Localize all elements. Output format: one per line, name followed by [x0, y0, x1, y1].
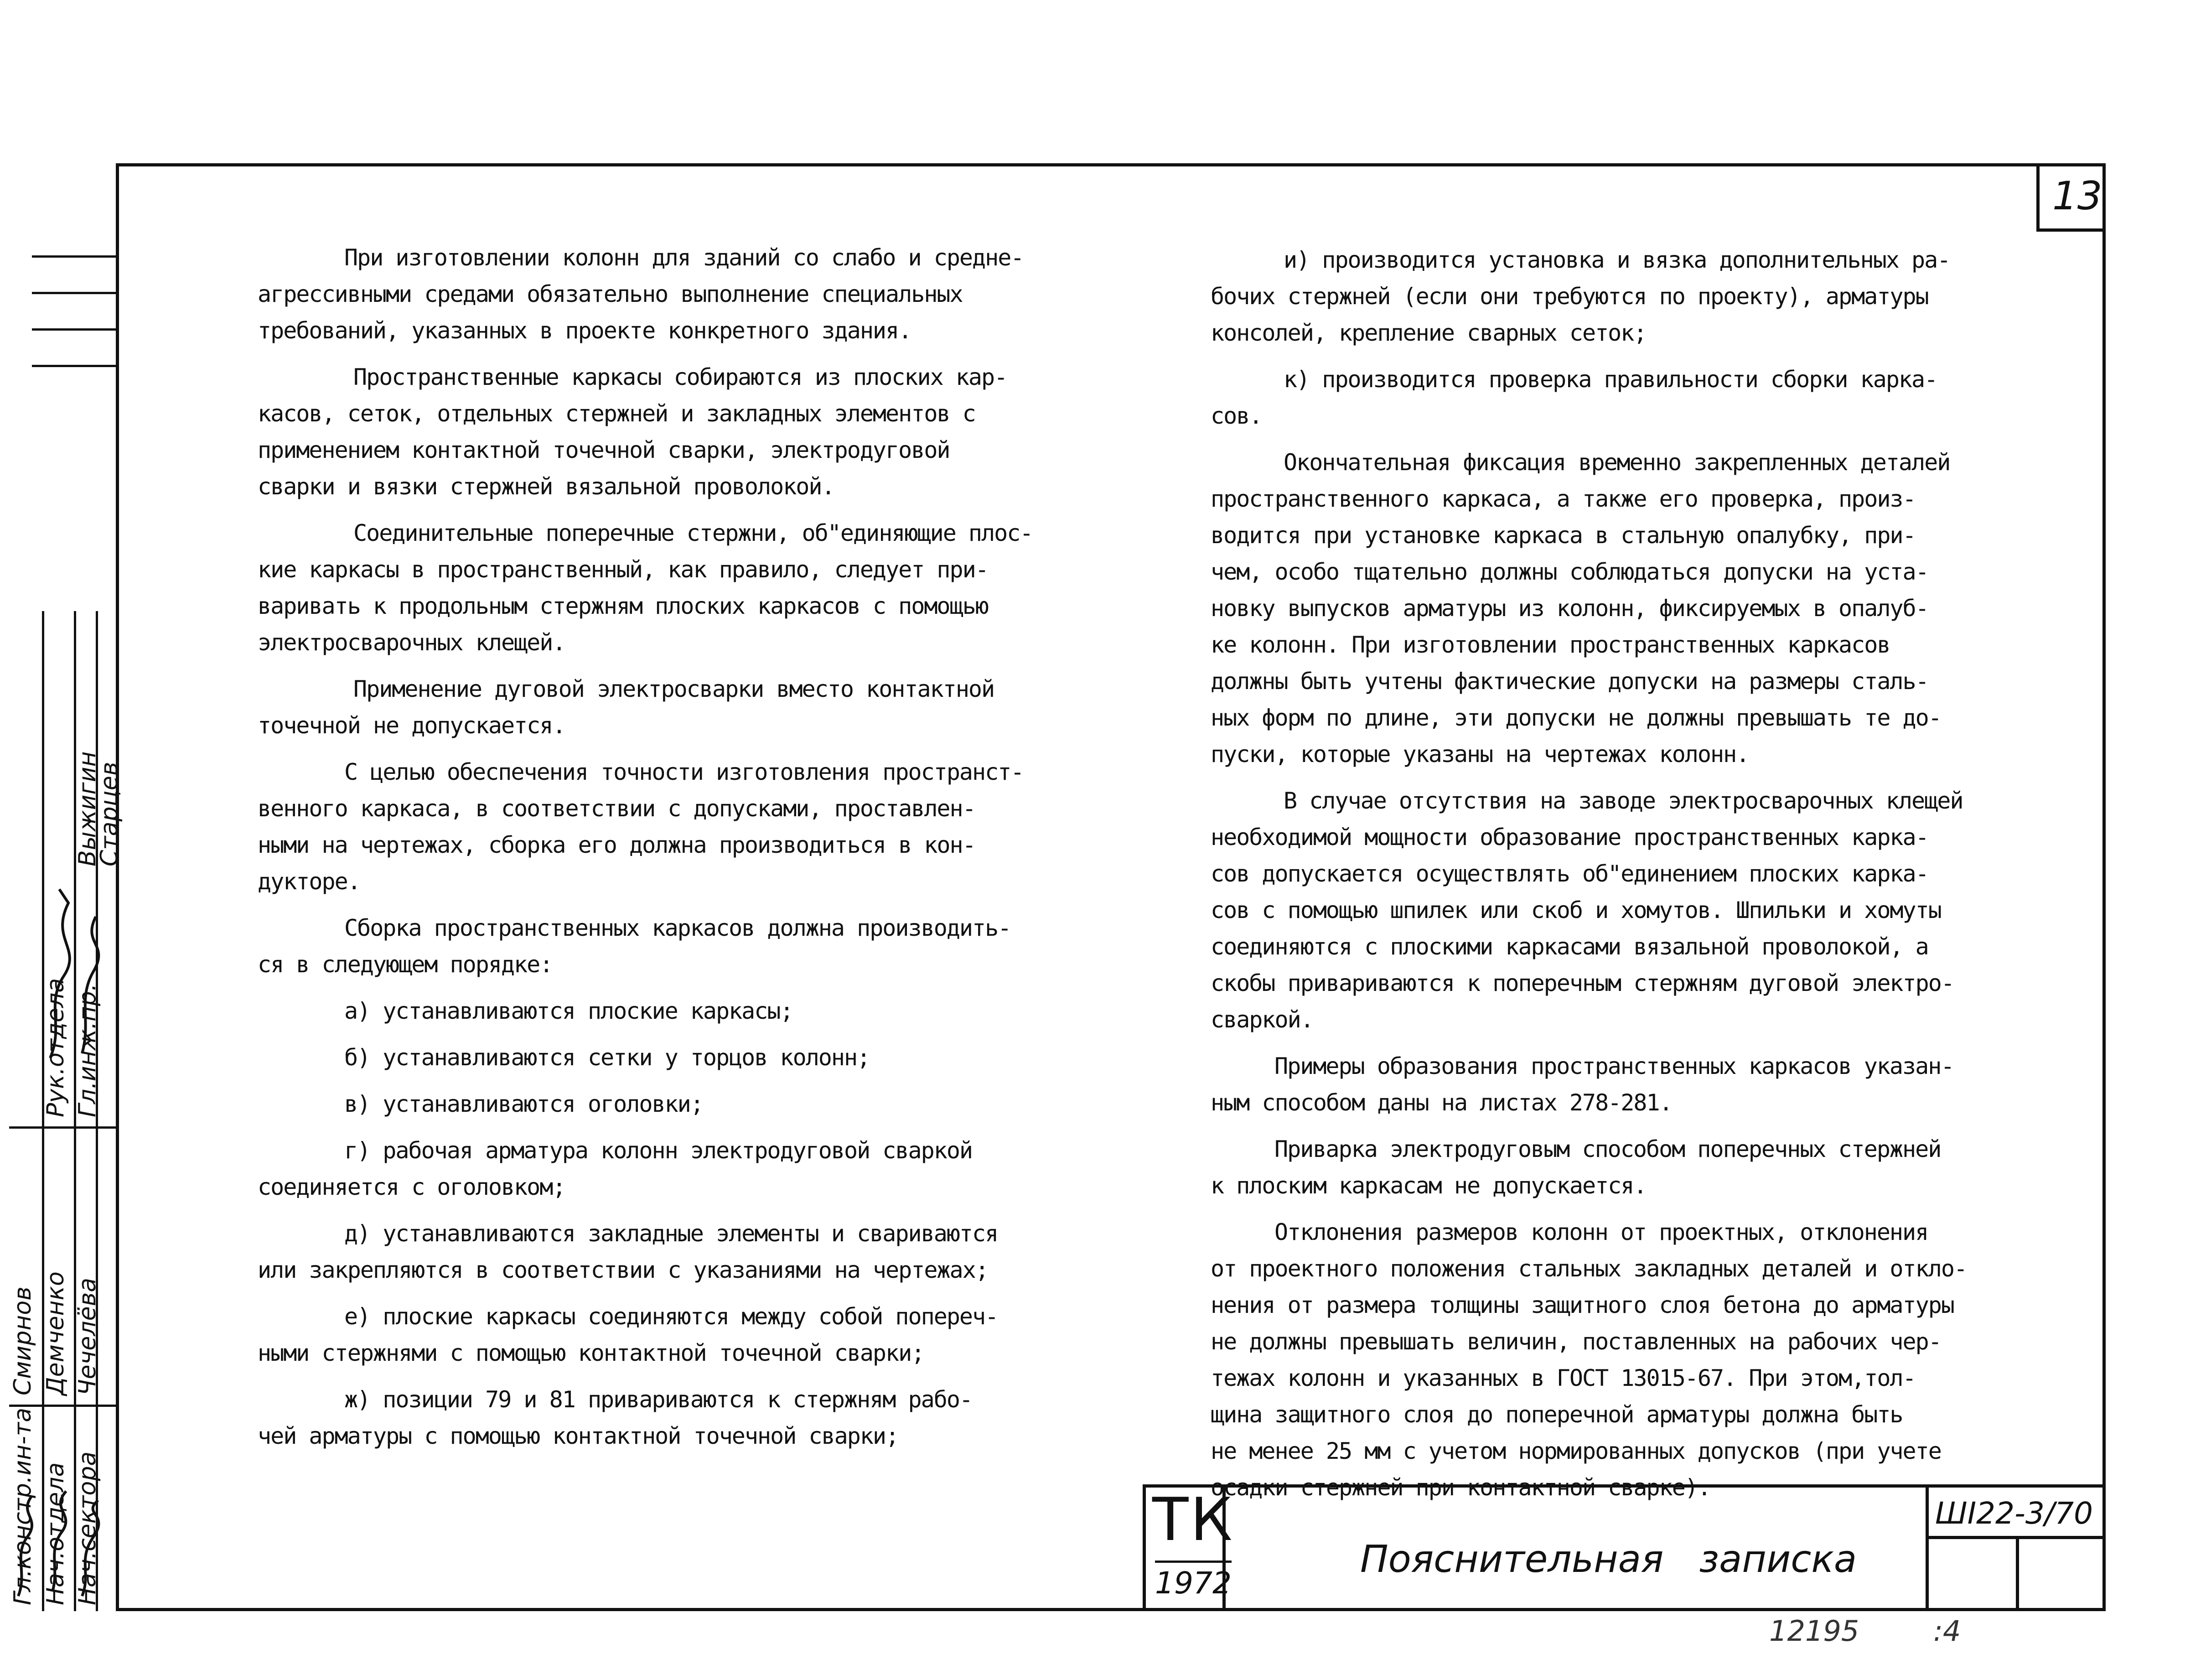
name-label: Демченко [42, 1271, 69, 1395]
margin-tick [32, 255, 116, 258]
document-code: ШI22-3/70 [1935, 1496, 2093, 1531]
stamp-divider [2016, 1539, 2019, 1611]
text-line: ся в следующем порядке: [258, 951, 553, 978]
text-line: бочих стержней (если они требуются по проекту), арматуры [1211, 283, 1928, 310]
stamp-rule [9, 1405, 116, 1407]
text-line: б) устанавливаются сетки у торцов колонн; [344, 1044, 870, 1071]
text-line: ж) позиции 79 и 81 привариваются к стержням рабо- [344, 1386, 973, 1413]
paragraph [1211, 783, 2059, 1038]
text-line: касов, сеток, отдельных стержней и закладных элементов с [258, 400, 975, 427]
list-item [258, 1039, 1179, 1076]
text-line: Сборка пространственных каркасов должна производить- [344, 915, 1011, 941]
org-cell [1146, 1485, 1234, 1611]
paragraph [1211, 1048, 2059, 1121]
list-item [1211, 242, 2059, 351]
text-line: ке колонн. При изготовлении пространственных каркасов [1211, 632, 1890, 658]
signature-scribble [9, 1459, 114, 1610]
text-line: пространственного каркаса, а также его проверка, произ- [1211, 486, 1916, 512]
margin-tick [32, 365, 116, 367]
text-line: д) устанавливаются закладные элементы и свариваются [344, 1220, 998, 1247]
text-line: В случае отсутствия на заводе электросварочных клещей [1284, 788, 1963, 814]
text-line: сов допускается осуществлять об"единением плоских карка- [1211, 861, 1928, 887]
text-line: ным способом даны на листах 278-281. [1211, 1089, 1672, 1116]
right-column [1211, 242, 2059, 1516]
name-label: Старцев [96, 762, 123, 866]
paragraph [258, 754, 1179, 900]
stamp-divider [1926, 1539, 1929, 1611]
list-item [1211, 361, 2059, 434]
text-line: При изготовлении колонн для зданий со слабо и средне- [344, 244, 1024, 271]
role-label: Гл.инж.пр. [74, 983, 101, 1117]
text-line: щина защитного слоя до поперечной арматуры должна быть [1211, 1401, 1903, 1428]
text-line: сов с помощью шпилек или скоб и хомутов. Шпильки и хомуты [1211, 897, 1941, 923]
paragraph [258, 359, 1179, 505]
text-line: применением контактной точечной сварки, электродуговой [258, 437, 950, 463]
document-title: Пояснительная записка [1360, 1538, 1857, 1581]
list-item [258, 1298, 1179, 1371]
role-label: Нач.сектора [74, 1451, 101, 1605]
text-line: агрессивными средами обязательно выполнение специальных [258, 281, 963, 307]
text-line: точечной не допускается. [258, 712, 565, 739]
code-cell [1926, 1484, 2106, 1539]
paragraph [258, 239, 1179, 349]
text-line: нения от размера толщины защитного слоя бетона до арматуры [1211, 1292, 1954, 1318]
text-line: от проектного положения стальных закладных деталей и откло- [1211, 1255, 1967, 1282]
signature-scribble [41, 876, 114, 1067]
text-line: требований, указанных в проекте конкретного здания. [258, 317, 911, 344]
year: 1972 [1155, 1561, 1232, 1601]
text-line: новку выпусков арматуры из колонн, фиксируемых в опалуб- [1211, 595, 1928, 622]
text-line: консолей, крепление сварных сеток; [1211, 320, 1647, 346]
stamp-rule [9, 1126, 116, 1129]
text-line: и) производится установка и вязка дополнительных ра- [1284, 247, 1950, 273]
text-line: соединяются с плоскими каркасами вязальной проволокой, а [1211, 933, 1928, 960]
text-line: ными стержнями с помощью контактной точечной сварки; [258, 1340, 924, 1366]
text-line: или закрепляются в соответствии с указаниями на чертежах; [258, 1257, 988, 1283]
text-line: необходимой мощности образование пространственных карка- [1211, 824, 1928, 850]
name-label: Чечелёва [74, 1277, 101, 1395]
paragraph [1211, 1214, 2059, 1506]
title-block [1143, 1484, 2106, 1611]
text-line: соединяется с оголовком; [258, 1174, 565, 1200]
text-line: к плоским каркасам не допускается. [1211, 1172, 1647, 1199]
page-number: 13 [2052, 173, 2102, 219]
text-line: венного каркаса, в соответствии с допусками, проставлен- [258, 795, 975, 822]
text-line: сварки и вязки стержней вязальной проволокой. [258, 473, 834, 500]
text-line: в) устанавливаются оголовки; [344, 1091, 703, 1117]
text-line: тежах колонн и указанных в ГОСТ 13015-67. При этом,тол- [1211, 1365, 1916, 1391]
paragraph [258, 910, 1179, 983]
text-line: кие каркасы в пространственный, как правило, следует при- [258, 556, 988, 583]
text-line: сов. [1211, 403, 1262, 429]
text-line: а) устанавливаются плоские каркасы; [344, 998, 793, 1024]
paragraph [258, 515, 1179, 661]
text-line: Отклонения размеров колонн от проектных, отклонения [1274, 1219, 1928, 1245]
text-line: не менее 25 мм с учетом нормированных допусков (при учете [1211, 1438, 1941, 1464]
text-line: сваркой. [1211, 1006, 1313, 1033]
text-line: водится при установке каркаса в стальную опалубку, при- [1211, 522, 1916, 549]
text-line: Примеры образования пространственных каркасов указан- [1274, 1053, 1954, 1079]
role-label: Нач.отдела [42, 1462, 69, 1605]
text-line: ными на чертежах, сборка его должна производиться в кон- [258, 832, 975, 858]
text-line: варивать к продольным стержням плоских каркасов с помощью [258, 593, 988, 619]
left-column [258, 239, 1179, 1464]
text-line: чей арматуры с помощью контактной точечной сварки; [258, 1423, 899, 1449]
text-line: осадки стержней при контактной сварке). [1211, 1474, 1710, 1501]
text-line: к) производится проверка правильности сборки карка- [1284, 366, 1937, 393]
text-line: Окончательная фиксация временно закрепленных деталей [1284, 449, 1950, 476]
list-item [258, 993, 1179, 1029]
role-label: Гл.констр.ин-та [9, 1407, 36, 1605]
page-number-box [2036, 163, 2106, 232]
list-item [258, 1381, 1179, 1454]
text-line: дукторе. [258, 868, 360, 895]
text-line: ных форм по длине, эти допуски не должны превышать те до- [1211, 705, 1941, 731]
text-line: чем, особо тщательно должны соблюдаться допуски на уста- [1211, 559, 1928, 585]
list-item [258, 1086, 1179, 1122]
name-label: Смирнов [9, 1286, 36, 1395]
text-line: должны быть учтены фактические допуски на размеры сталь- [1211, 668, 1928, 695]
text-line: не должны превышать величин, поставленных на рабочих чер- [1211, 1328, 1941, 1355]
text-line: С целью обеспечения точности изготовления пространст- [344, 759, 1024, 785]
text-line: пуски, которые указаны на чертежах колонн. [1211, 741, 1749, 767]
org-mark: ТК [1152, 1485, 1234, 1554]
side-stamp [9, 611, 123, 1611]
text-line: скобы привариваются к поперечным стержням дуговой электро- [1211, 970, 1954, 996]
inventory-number: 12195 [1769, 1614, 1859, 1648]
text-line: е) плоские каркасы соединяются между собой попереч- [344, 1303, 998, 1330]
margin-tick [32, 292, 116, 294]
role-label: Рук.отдела [42, 978, 69, 1117]
paragraph [1211, 1131, 2059, 1204]
list-item [258, 1215, 1179, 1288]
text-line: электросварочных клещей. [258, 629, 565, 656]
sheet-mark: :4 [1933, 1614, 1961, 1648]
paragraph [1211, 444, 2059, 773]
paragraph [258, 671, 1179, 744]
text-line: г) рабочая арматура колонн электродуговой сваркой [344, 1137, 973, 1164]
text-line: Пространственные каркасы собираются из плоских кар- [353, 364, 1007, 390]
margin-tick [32, 328, 116, 331]
name-label: Выжигин [74, 751, 101, 866]
text-line: Применение дуговой электросварки вместо контактной [353, 676, 994, 702]
text-line: Соединительные поперечные стержни, об"единяющие плос- [353, 520, 1033, 546]
list-item [258, 1132, 1179, 1205]
text-line: Приварка электродуговым способом поперечных стержней [1274, 1136, 1941, 1162]
